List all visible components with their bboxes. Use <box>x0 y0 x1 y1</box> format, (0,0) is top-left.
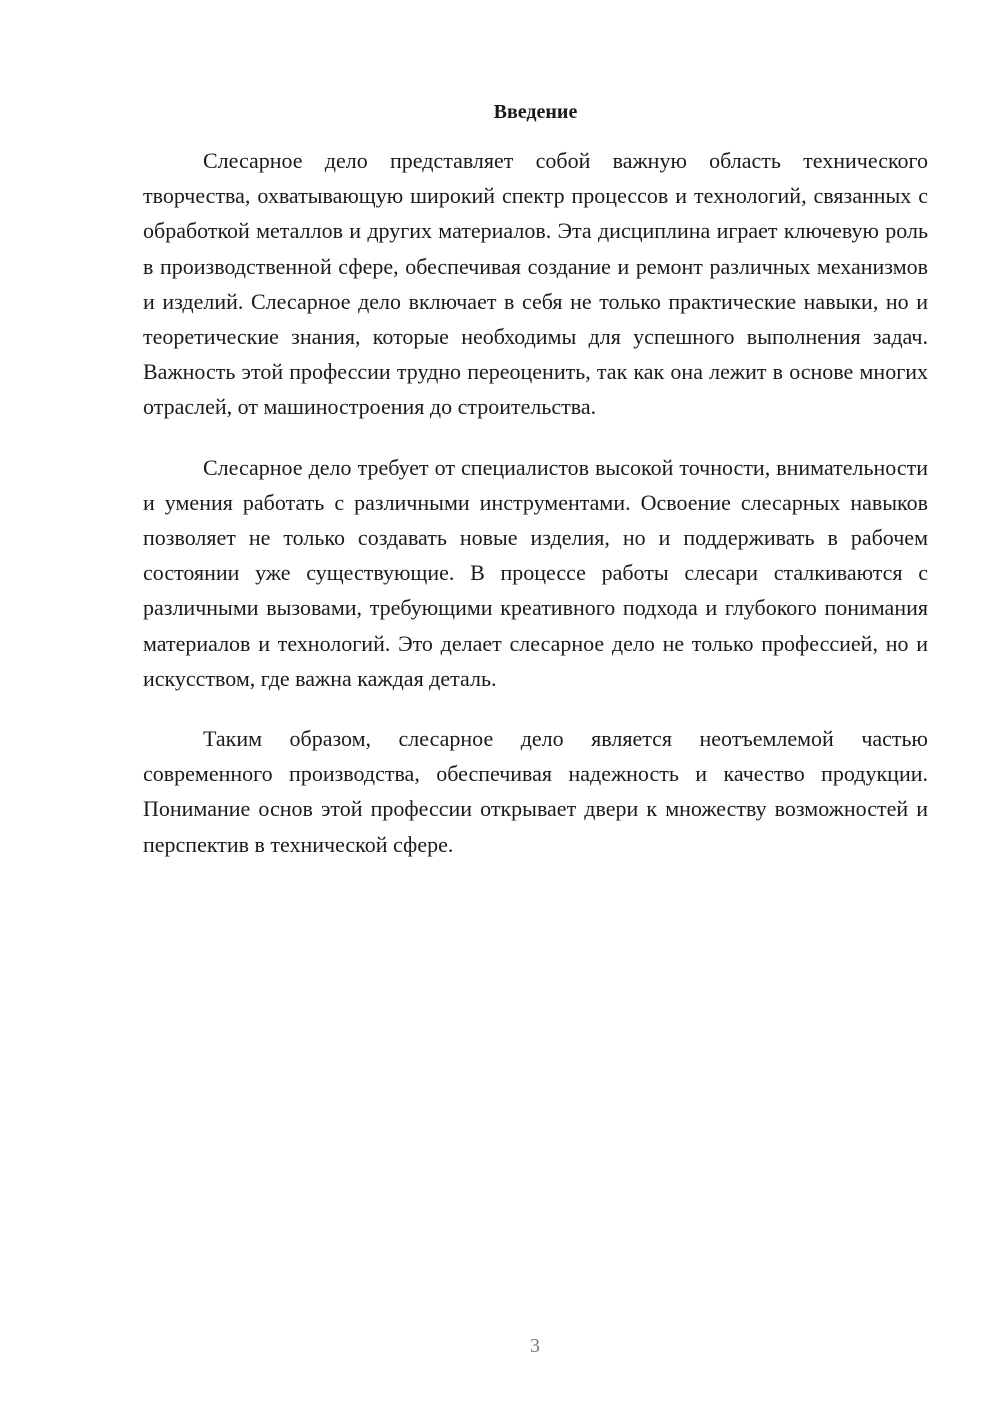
page-title: Введение <box>493 101 578 123</box>
paragraph-3: Таким образом, слесарное дело является неотъемлемой частью современного производства, обеспечивая надежность и качество продукции. Понимание основ этой профессии открывает двери к множеству возможностей и перспектив в технической сфере. <box>143 726 928 857</box>
paragraph-1: Слесарное дело представляет собой важную область технического творчества, охватывающую широкий спектр процессов и технологий, связанных с обработкой металлов и других материалов. Эта дисциплина играет ключевую роль в производственной сфере, обеспечивая создание и ремонт различных механизмов и изделий. Слесарное дело включает в себя не только практические навыки, но и теоретические знания, которые необходимы для успешного выполнения задач. Важность этой профессии трудно переоценить, так как она лежит в основе многих отраслей, от машиностроения до строительства. <box>143 148 928 420</box>
paragraph-2: Слесарное дело требует от специалистов высокой точности, внимательности и умения работать с различными инструментами. Освоение слесарных навыков позволяет не только создавать новые изделия, но и поддерживать в рабочем состоянии уже существующие. В процессе работы слесари сталкиваются с различными вызовами, требующими креативного подхода и глубокого понимания материалов и технологий. Это делает слесарное дело не только профессией, но и искусством, где важна каждая деталь. <box>143 454 928 691</box>
body-text <box>143 143 928 887</box>
page-number: 3 <box>530 1335 540 1357</box>
